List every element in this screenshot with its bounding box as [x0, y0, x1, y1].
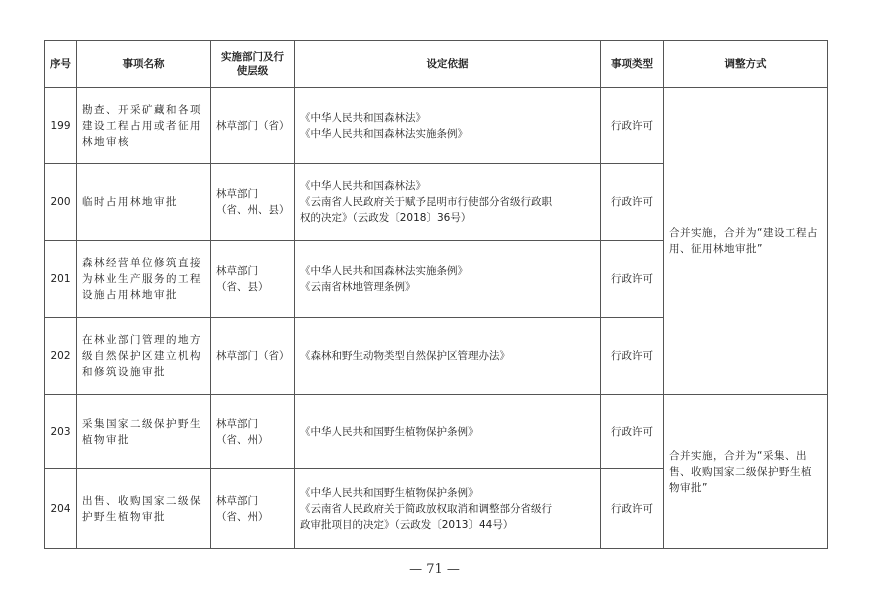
- row-no: 202: [45, 318, 77, 395]
- header-basis: 设定依据: [295, 41, 601, 88]
- page-number: — 71 —: [409, 562, 460, 577]
- header-row: [45, 41, 828, 88]
- basis-line: 政审批项目的决定》（云政发〔2013〕44号）: [300, 518, 514, 531]
- basis-line: 《中华人民共和国野生植物保护条例》: [300, 486, 479, 499]
- row-basis: [295, 164, 601, 241]
- table-row: [45, 395, 828, 469]
- basis-line: 《中华人民共和国森林法》: [300, 180, 426, 192]
- row-dept: 林草部门（省、州）: [211, 395, 295, 469]
- header-dept: 实施部门及行使层级: [211, 41, 295, 88]
- row-name: 森林经营单位修筑直接为林业生产服务的工程设施占用林地审批: [77, 241, 211, 318]
- row-basis: [295, 469, 601, 549]
- row-type: 行政许可: [601, 88, 664, 164]
- row-type: 行政许可: [601, 164, 664, 241]
- row-no: 199: [45, 88, 77, 164]
- items-table: [44, 40, 828, 549]
- basis-line: 权的决定》（云政发〔2018〕36号）: [300, 212, 472, 224]
- header-adjust: 调整方式: [664, 41, 828, 88]
- basis-line: 《中华人民共和国野生植物保护条例》: [300, 425, 479, 438]
- row-name: 临时占用林地审批: [77, 164, 211, 241]
- row-dept: 林草部门（省）: [211, 88, 295, 164]
- basis-line: 《云南省林地管理条例》: [300, 281, 416, 293]
- row-type: 行政许可: [601, 395, 664, 469]
- row-dept: 林草部门（省、县）: [211, 241, 295, 318]
- row-type: 行政许可: [601, 318, 664, 395]
- row-no: 201: [45, 241, 77, 318]
- row-type: 行政许可: [601, 469, 664, 549]
- row-basis: [295, 241, 601, 318]
- row-dept: 林草部门（省、州）: [211, 469, 295, 549]
- basis-line: 《中华人民共和国森林法实施条例》: [300, 265, 468, 277]
- merged-adjust-1: 合并实施，合并为“建设工程占用、征用林地审批”: [664, 88, 828, 395]
- merged-adjust-2: 合并实施，合并为“采集、出售、收购国家二级保护野生植物审批”: [664, 395, 828, 549]
- basis-line: 《云南省人民政府关于简政放权取消和调整部分省级行: [300, 502, 552, 515]
- row-name: 勘查、开采矿藏和各项建设工程占用或者征用林地审核: [77, 88, 211, 164]
- header-name: 事项名称: [77, 41, 211, 88]
- header-no: 序号: [45, 41, 77, 88]
- basis-line: 《云南省人民政府关于赋予昆明市行使部分省级行政职: [300, 196, 552, 208]
- row-type: 行政许可: [601, 241, 664, 318]
- row-name: 出售、收购国家二级保护野生植物审批: [77, 469, 211, 549]
- row-basis: [295, 395, 601, 469]
- basis-line: 《中华人民共和国森林法实施条例》: [300, 127, 468, 140]
- row-basis: [295, 318, 601, 395]
- basis-line: 《中华人民共和国森林法》: [300, 111, 426, 124]
- basis-line: 《森林和野生动物类型自然保护区管理办法》: [300, 350, 510, 362]
- row-no: 203: [45, 395, 77, 469]
- row-name: 在林业部门管理的地方级自然保护区建立机构和修筑设施审批: [77, 318, 211, 395]
- header-type: 事项类型: [601, 41, 664, 88]
- row-dept: 林草部门（省）: [211, 318, 295, 395]
- row-name: 采集国家二级保护野生植物审批: [77, 395, 211, 469]
- row-no: 204: [45, 469, 77, 549]
- row-no: 200: [45, 164, 77, 241]
- row-dept: 林草部门（省、州、县）: [211, 164, 295, 241]
- row-basis: [295, 88, 601, 164]
- table-row: [45, 88, 828, 164]
